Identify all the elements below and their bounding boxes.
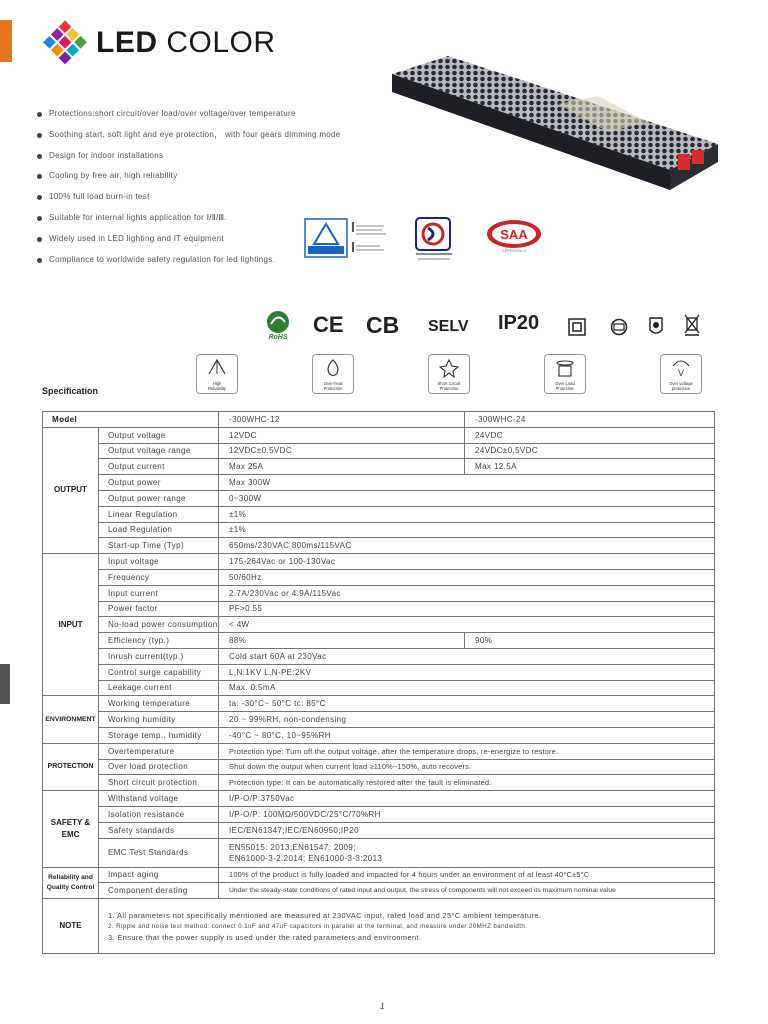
param-value: ±1% xyxy=(219,522,715,538)
bis-certificate-logo xyxy=(414,212,454,262)
table-row xyxy=(43,475,715,491)
param-label: Impact aging xyxy=(99,867,219,883)
param-value: I/P-O/P: 100MΩ/500VDC/25°C/70%RH xyxy=(219,806,715,822)
table-row xyxy=(43,791,715,807)
param-label: Frequency xyxy=(99,569,219,585)
param-value: 12VDC±0.5VDC xyxy=(219,443,465,459)
power-supply-product-image xyxy=(388,52,728,202)
param-value: ±1% xyxy=(219,506,715,522)
table-row xyxy=(43,617,715,633)
rohs-icon xyxy=(262,310,294,340)
table-row xyxy=(43,712,715,728)
group-note: NOTE xyxy=(43,899,99,954)
over-load-protection-icon xyxy=(544,354,586,394)
param-value: Max 300W xyxy=(219,475,715,491)
over-voltage-protection-label: Over voltage protection xyxy=(669,381,693,391)
selv-mark: SELV xyxy=(428,318,469,335)
over-heat-protection-label: Over-heat Protection xyxy=(323,381,343,391)
brand-name xyxy=(96,26,276,60)
table-row xyxy=(43,822,715,838)
ip-rating-mark: IP20 xyxy=(498,312,540,334)
param-label: Linear Regulation xyxy=(99,506,219,522)
param-value: 12VDC xyxy=(219,427,465,443)
table-row xyxy=(43,743,715,759)
param-value: Protection type: It can be automatically restored after the fault is eliminated. xyxy=(219,775,715,791)
param-value: PF>0.55 xyxy=(219,601,715,617)
model-label: Model xyxy=(43,412,219,428)
param-value: 24VDC xyxy=(465,427,715,443)
group-input: INPUT xyxy=(43,554,99,696)
svg-text:V: V xyxy=(677,368,685,378)
feature-item: Suitable for internal lights application for Ⅰ/Ⅱ/Ⅲ. xyxy=(36,208,376,229)
param-value: 88% xyxy=(219,633,465,649)
gray-edge-tab xyxy=(0,664,10,704)
param-value: 100% of the product is fully loaded and impacted for 4 hours under an environment of at least 40°C±5°C xyxy=(219,867,715,883)
param-value xyxy=(219,838,715,867)
brand-name-light: COLOR xyxy=(157,26,276,59)
over-heat-protection-icon xyxy=(312,354,354,394)
param-label: Control surge capability xyxy=(99,664,219,680)
table-row xyxy=(43,775,715,791)
over-load-protection-label: Over Load Protection xyxy=(555,381,575,391)
param-label: Leakage current xyxy=(99,680,219,696)
param-label: Power factor xyxy=(99,601,219,617)
independent-lamp-icon xyxy=(610,318,628,336)
table-row xyxy=(43,680,715,696)
weee-bin-icon xyxy=(682,312,702,336)
feature-item: Compliance to worldwide safety regulation for led lightings. xyxy=(36,250,376,271)
param-label: Safety standards xyxy=(99,822,219,838)
model-row xyxy=(43,412,715,428)
param-value: Max. 0.5mA xyxy=(219,680,715,696)
table-row xyxy=(43,696,715,712)
param-label: Working temperature xyxy=(99,696,219,712)
table-row xyxy=(43,490,715,506)
table-row xyxy=(43,585,715,601)
emc-standard-line: EN61000-3-2:2014; EN61000-3-3:2013 xyxy=(229,853,383,863)
cb-mark: CB xyxy=(366,312,400,338)
feature-item: 100% full load burn-in test xyxy=(36,187,376,208)
param-label: Output voltage xyxy=(99,427,219,443)
param-value: Max 25A xyxy=(219,459,465,475)
feature-item: Protections:short circuit/over load/over voltage/over temperature xyxy=(36,104,376,125)
param-label: Output power xyxy=(99,475,219,491)
brand-logo-icon xyxy=(42,20,88,66)
table-row xyxy=(43,727,715,743)
model-24v: -300WHC-24 xyxy=(465,412,715,428)
notes-cell xyxy=(99,899,715,954)
param-label: Output voltage range xyxy=(99,443,219,459)
param-value: 0~300W xyxy=(219,490,715,506)
table-row xyxy=(43,554,715,570)
class-ii-icon xyxy=(568,318,586,336)
param-label: Output power range xyxy=(99,490,219,506)
specification-title: Specification xyxy=(42,386,99,396)
table-row xyxy=(43,883,715,899)
param-label: EMC Test Standards xyxy=(99,838,219,867)
table-row xyxy=(43,522,715,538)
short-circuit-protection-icon xyxy=(428,354,470,394)
param-label: Inrush current(typ.) xyxy=(99,648,219,664)
feature-item: Widely used in LED lighting and IT equipment xyxy=(36,229,376,250)
param-value: 2.7A/230Vac or 4.9A/115Vac xyxy=(219,585,715,601)
model-12v: -300WHC-12 xyxy=(219,412,465,428)
param-label: Start-up Time (Typ) xyxy=(99,538,219,554)
param-label: Short circuit protection xyxy=(99,775,219,791)
param-label: Storage temp., humidity xyxy=(99,727,219,743)
table-row xyxy=(43,648,715,664)
param-value: < 4W xyxy=(219,617,715,633)
feature-item: Soothing start, soft light and eye protection， with four gears dimming mode xyxy=(36,125,376,146)
table-row xyxy=(43,427,715,443)
param-label: Input voltage xyxy=(99,554,219,570)
param-label: Component derating xyxy=(99,883,219,899)
param-label: Working humidity xyxy=(99,712,219,728)
param-label: Output current xyxy=(99,459,219,475)
param-label: Withstand voltage xyxy=(99,791,219,807)
param-label: Efficiency (typ.) xyxy=(99,633,219,649)
param-value: 20 ~ 99%RH, non-condensing xyxy=(219,712,715,728)
table-row xyxy=(43,806,715,822)
tuv-certificate-logo xyxy=(304,218,404,258)
page-number: 1 xyxy=(380,1002,385,1011)
table-row xyxy=(43,664,715,680)
table-row xyxy=(43,867,715,883)
saa-certificate-logo xyxy=(484,218,544,254)
brand-name-bold: LED xyxy=(96,26,158,59)
feature-item: Cooling by free air, high reliability xyxy=(36,166,376,187)
note-line: 2. Ripple and noise test method: connect 0.1uF and 47uF capacitors in parallel at the terminal, and measure under 20MHZ bandwidth. xyxy=(108,922,528,930)
specification-table xyxy=(42,411,715,954)
param-label: Overtemperature xyxy=(99,743,219,759)
high-reliability-icon xyxy=(196,354,238,394)
saa-sub-text: APPROVALS xyxy=(502,248,526,253)
param-label: Isolation resistance xyxy=(99,806,219,822)
param-value: I/P-O/P:3750Vac xyxy=(219,791,715,807)
param-value: Cold start 60A at 230Vac xyxy=(219,648,715,664)
feature-item: Design for indoor installations xyxy=(36,146,376,167)
temperature-rating-icon xyxy=(648,316,664,336)
param-label: Over load protection xyxy=(99,759,219,775)
group-environment: ENVIRONMENT xyxy=(43,696,99,743)
group-protection: PROTECTION xyxy=(43,743,99,790)
param-value: 50/60Hz xyxy=(219,569,715,585)
high-reliability-label: High Reliability xyxy=(208,381,226,391)
param-value: L,N:1KV L,N-PE:2KV xyxy=(219,664,715,680)
param-value: IEC/EN61347;IEC/EN60950;IP20 xyxy=(219,822,715,838)
table-row xyxy=(43,601,715,617)
saa-text: SAA xyxy=(500,227,528,242)
table-row xyxy=(43,759,715,775)
table-row xyxy=(43,569,715,585)
param-value: ta: -30°C~ 50°C tc: 85°C xyxy=(219,696,715,712)
orange-edge-tab xyxy=(0,20,12,62)
group-reliability: Reliability and Quality Control xyxy=(43,867,99,899)
param-value: Shut down the output when current load ≥110%~150%, auto recovers. xyxy=(219,759,715,775)
param-value: Protection type: Turn off the output voltage, after the temperature drops, re-energize to restore. xyxy=(219,743,715,759)
note-line: 1. All parameters not specifically mentioned are measured at 230VAC input, rated load and 25°C ambient temperature. xyxy=(108,910,542,920)
table-row xyxy=(43,538,715,554)
note-line: 3. Ensure that the power supply is used under the rated parameters and environment. xyxy=(108,932,422,942)
over-voltage-protection-icon xyxy=(660,354,702,394)
table-row xyxy=(43,443,715,459)
param-value: 90% xyxy=(465,633,715,649)
param-value: -40°C ~ 80°C, 10~95%RH xyxy=(219,727,715,743)
param-label: No-load power consumption xyxy=(99,617,219,633)
table-row xyxy=(43,838,715,867)
param-value: Under the steady-state conditions of rated input and output, the stress of components will not exceed its maximum nominal value xyxy=(219,883,715,899)
table-row xyxy=(43,459,715,475)
param-value: Max 12.5A xyxy=(465,459,715,475)
param-value: 24VDC±0.5VDC xyxy=(465,443,715,459)
param-label: Load Regulation xyxy=(99,522,219,538)
note-row xyxy=(43,899,715,954)
param-label: Input current xyxy=(99,585,219,601)
table-row xyxy=(43,633,715,649)
param-value: 175-264Vac or 100-130Vac xyxy=(219,554,715,570)
group-safety-emc: SAFETY & EMC xyxy=(43,791,99,867)
table-row xyxy=(43,506,715,522)
ce-mark: CE xyxy=(313,312,344,337)
group-output: OUTPUT xyxy=(43,427,99,553)
short-circuit-protection-label: Short Circuit Protection xyxy=(437,381,461,391)
param-value: 650ms/230VAC 800ms/115VAC xyxy=(219,538,715,554)
emc-standard-line: EN55015: 2013;EN61547: 2009; xyxy=(229,842,356,852)
rohs-text: RoHS xyxy=(268,334,288,340)
